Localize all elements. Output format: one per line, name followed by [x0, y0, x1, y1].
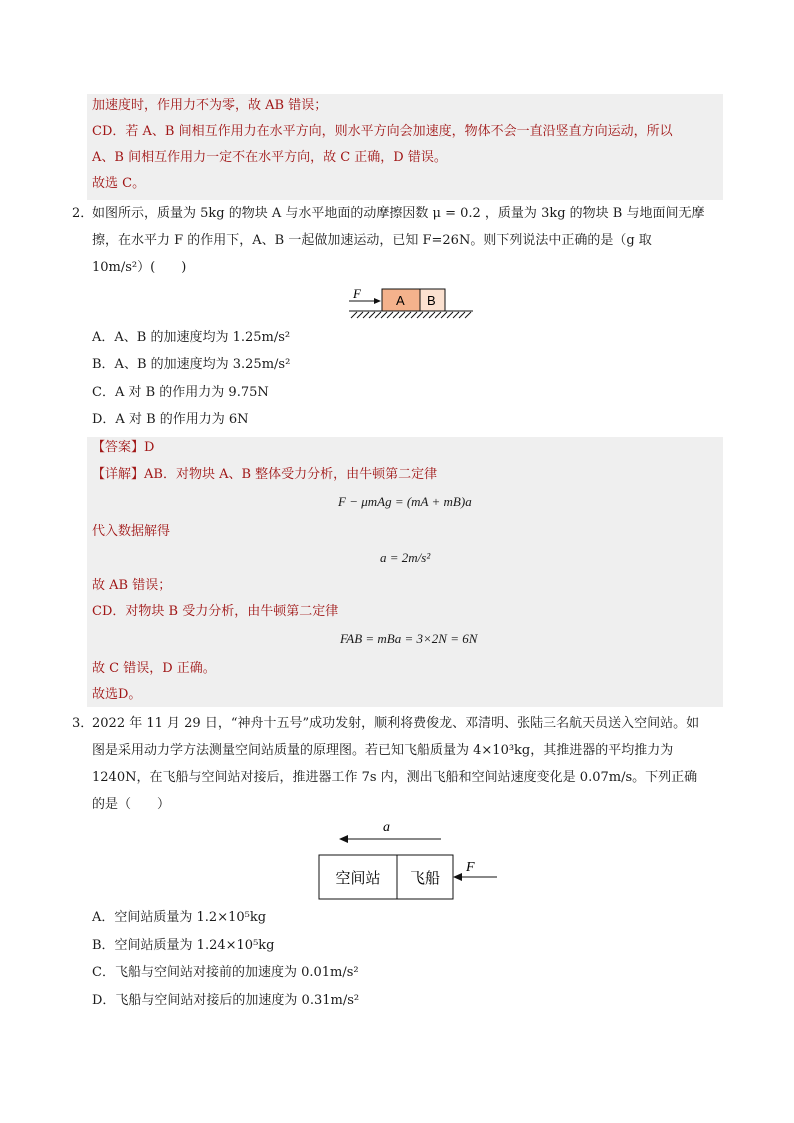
q2-blocks-figure: [345, 284, 480, 324]
q3-accel-arrow-icon: [339, 835, 348, 843]
q2-option-d: D．A 对 B 的作用力为 6N: [92, 412, 249, 427]
q2-block-b-label: B: [427, 293, 436, 308]
q2-number: 2．: [72, 206, 94, 221]
prev-solution-line-1: 加速度时，作用力不为零，故 AB 错误；: [92, 98, 328, 113]
q2-equation-2: a = 2m/s²: [380, 550, 431, 565]
q2-substitute-text: 代入数据解得: [92, 524, 171, 539]
q2-option-b: B．A、B 的加速度均为 3.25m/s²: [92, 357, 291, 372]
q3-option-c: C．飞船与空间站对接前的加速度为 0.01m/s²: [92, 965, 359, 980]
q2-answer: 【答案】D: [92, 440, 155, 455]
q3-force-label: F: [466, 860, 475, 875]
q3-stem-line-4: 的是（ ）: [92, 797, 171, 812]
q3-accel-label: a: [383, 820, 390, 835]
q2-equation-1: F − μmAg = (mA + mB)a: [338, 494, 472, 509]
q2-stem-line-2: 擦，在水平力 F 的作用下，A、B 一起做加速运动，已知 F=26N。则下列说法中正确的是（g 取: [92, 233, 652, 248]
q2-option-c: C．A 对 B 的作用力为 9.75N: [92, 385, 269, 400]
q2-detail-text: AB．对物块 A、B 整体受力分析，由牛顿第二定律: [144, 467, 438, 482]
q2-cd-text: CD．对物块 B 受力分析，由牛顿第二定律: [92, 604, 339, 619]
prev-solution-line-2: CD．若 A、B 间相互作用力在水平方向，则水平方向会加速度，物体不会一直沿竖直方向运动，所以: [92, 124, 673, 139]
q3-number: 3．: [72, 716, 94, 731]
q2-detail-line-1: [92, 465, 437, 485]
q3-stem-line-1: 2022 年 11 月 29 日，“神舟十五号”成功发射，顺利将费俊龙、邓清明、张陆三名航天员送入空间站。如: [92, 716, 700, 731]
q3-option-b: B．空间站质量为 1.24×10⁵kg: [92, 938, 275, 953]
prev-solution-line-4: 故选 C。: [92, 176, 146, 191]
q3-force-arrow-icon: [453, 873, 462, 881]
q2-option-a: A．A、B 的加速度均为 1.25m/s²: [92, 330, 291, 345]
q2-block-a-label: A: [396, 293, 405, 308]
q2-equation-3: FAB = mBa = 3×2N = 6N: [340, 631, 478, 646]
q2-stem-line-3: 10m/s²）( ): [92, 260, 187, 275]
q2-force-arrow-icon: [374, 298, 381, 304]
q3-docking-figure: [315, 815, 505, 905]
q2-force-label: F: [353, 286, 361, 301]
q2-choose: 故选D。: [92, 687, 142, 702]
q3-stem-line-2: 图是采用动力学方法测量空间站质量的原理图。若已知飞船质量为 4×10³kg，其推进器的平均推力为: [92, 743, 674, 758]
q3-option-d: D．飞船与空间站对接后的加速度为 0.31m/s²: [92, 993, 360, 1008]
q2-ground-hatching: [351, 312, 471, 318]
q2-ab-wrong: 故 AB 错误；: [92, 578, 172, 593]
q3-ship-label: 飞船: [409, 869, 441, 887]
q3-stem-line-3: 1240N，在飞船与空间站对接后，推进器工作 7s 内，测出飞船和空间站速度变化是 0.07m/s。下列正确: [92, 770, 698, 785]
prev-solution-line-3: A、B 间相互作用力一定不在水平方向，故 C 正确，D 错误。: [92, 150, 447, 165]
q3-option-a: A．空间站质量为 1.2×10⁵kg: [92, 910, 267, 925]
q3-station-label: 空间站: [335, 869, 381, 887]
q2-stem-line-1: 如图所示，质量为 5kg 的物块 A 与水平地面的动摩擦因数 μ = 0.2 ，质量为 3kg 的物块 B 与地面间无摩: [92, 206, 705, 221]
q2-conclusion: 故 C 错误，D 正确。: [92, 661, 216, 676]
q2-detail-label: 【详解】: [92, 467, 145, 482]
